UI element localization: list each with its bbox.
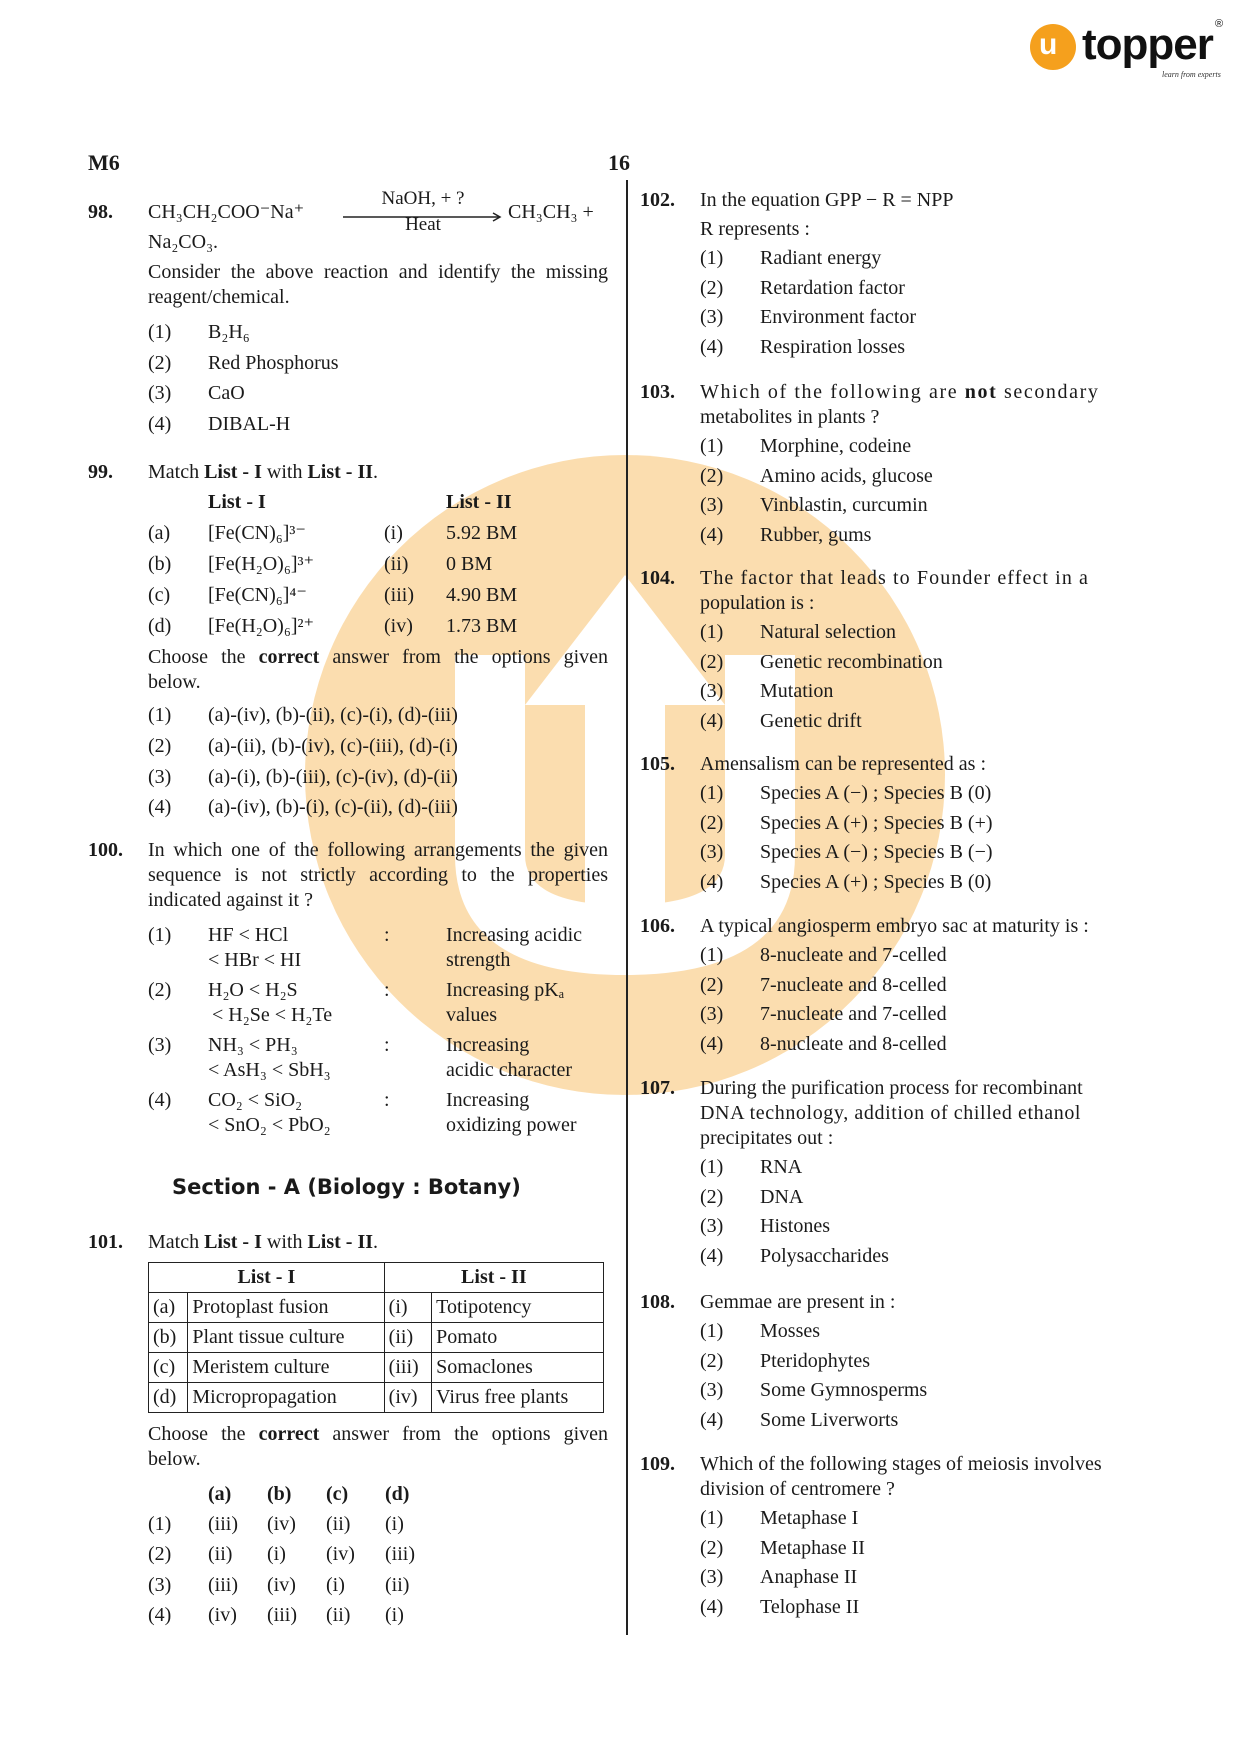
question-text: In the equation GPP − R = NPP [700, 189, 954, 211]
paper-code: M6 [88, 150, 120, 175]
option-3[interactable]: (3) (iii) (iv) (i) (ii) [148, 1574, 410, 1596]
question-text: population is : [700, 592, 815, 614]
question-text: R represents : [700, 218, 810, 240]
option-1[interactable]: (1) HF < HCl < HBr < HI : Increasing acidic strength [148, 924, 583, 971]
question-text: metabolites in plants ? [700, 406, 880, 428]
question-106: 106. A typical angiosperm embryo sac at maturity is : (1) 8-nucleate and 7-celled (2) 7-nucleate and 8-celled (3) 7-nucleate and 7-celled (4) 8-nucleate and 8-celled [640, 915, 1089, 1055]
question-text: In which one of the following arrangements the given sequence is not strictly according to the properties indicated against it ? [148, 839, 608, 911]
list-2-header: List - II [446, 491, 512, 513]
page-number: 16 [608, 150, 630, 175]
question-text: division of centromere ? [700, 1478, 895, 1500]
question-107: 107. During the purification process for recombinant DNA technology, addition of chilled ethanol precipitates out : (1) RNA (2) DNA (3) Histones (4) Polysaccharides [640, 1077, 1083, 1267]
brand-name: topper [1082, 20, 1213, 69]
question-text: The factor that leads to Founder effect in a [700, 567, 1090, 589]
option-4[interactable]: (4) CO₂ < SiO₂ < SnO₂ < PbO₂ : Increasing oxidizing power [148, 1089, 577, 1136]
option-2[interactable]: (2) (ii) (i) (iv) (iii) [148, 1543, 415, 1565]
reaction-product-2: Na₂CO₃. [148, 231, 219, 253]
question-text: precipitates out : [700, 1127, 834, 1149]
match-row: (a) [Fe(CN)₆]³⁻ (i) 5.92 BM [148, 522, 518, 544]
question-text: DNA technology, addition of chilled ethanol [700, 1102, 1082, 1124]
reaction-reactant: CH₃CH₂COO⁻Na⁺ [148, 201, 305, 223]
choose-instruction: Choose the correct answer from the options given below. [148, 646, 609, 693]
question-109: 109. Which of the following stages of meiosis involves division of centromere ? (1) Metaphase I (2) Metaphase II (3) Anaphase II (4) Telophase II [640, 1453, 1102, 1618]
question-number: 99. [88, 461, 113, 483]
question-103: 103. Which of the following are not secondary metabolites in plants ? (1) Morphine, codeine (2) Amino acids, glucose (3) Vinblastin, curcumin (4) Rubber, gums [640, 381, 1100, 546]
logo-u-icon: u [1030, 24, 1076, 70]
reaction-arrow-bottom: Heat [405, 214, 441, 235]
table-row: (b) Plant tissue culture (ii) Pomato [149, 1323, 604, 1353]
question-number: 101. [88, 1231, 123, 1253]
reaction-product: CH₃CH₃ + [508, 201, 594, 223]
question-text: Which of the following stages of meiosis involves [700, 1453, 1102, 1475]
answer-header: (a) (b) (c) (d) [208, 1483, 410, 1505]
question-text: Match List - I with List - II. [148, 1231, 379, 1253]
option-3[interactable]: (3) NH₃ < PH₃ < AsH₃ < SbH₃ : Increasing acidic character [148, 1034, 573, 1081]
question-text: During the purification process for recombinant [700, 1077, 1083, 1099]
question-text: Which of the following are not secondary [700, 381, 1100, 403]
option-1[interactable]: (1) (iii) (iv) (ii) (i) [148, 1513, 404, 1535]
question-102: 102. In the equation GPP − R = NPP R represents : (1) Radiant energy (2) Retardation factor (3) Environment factor (4) Respiration losses [640, 189, 954, 358]
question-105: 105. Amensalism can be represented as : (1) Species A (−) ; Species B (0) (2) Species A (+) ; Species B (+) (3) Species A (−) ; Species B (−) (4) Species A (+) ; Species B (0) [640, 753, 993, 893]
question-number: 100. [88, 839, 123, 861]
match-row: (d) [Fe(H₂O)₆]²⁺ (iv) 1.73 BM [148, 615, 518, 637]
question-108: 108. Gemmae are present in : (1) Mosses (2) Pteridophytes (3) Some Gymnosperms (4) Some Liverworts [640, 1291, 928, 1431]
question-text: Match List - I with List - II. [148, 461, 379, 483]
section-heading: Section - A (Biology : Botany) [172, 1175, 521, 1199]
match-row: (b) [Fe(H₂O)₆]³⁺ (ii) 0 BM [148, 553, 493, 575]
match-row: (c) [Fe(CN)₆]⁴⁻ (iii) 4.90 BM [148, 584, 518, 606]
question-text: Amensalism can be represented as : [700, 753, 987, 775]
brand-logo [1030, 18, 1230, 78]
list-2-header: List - II [384, 1263, 603, 1293]
option-2[interactable]: (2) H₂O < H₂S < H₂Se < H₂Te : Increasing pKₐ values [148, 979, 565, 1026]
brand-tagline: learn from experts [1162, 70, 1221, 79]
question-104: 104. The factor that leads to Founder effect in a population is : (1) Natural selection (2) Genetic recombination (3) Mutation (4) Genetic drift [640, 567, 1090, 732]
reaction-arrow-top: NaOH, + ? [381, 188, 465, 209]
option-4[interactable]: (4) (iv) (iii) (ii) (i) [148, 1604, 404, 1626]
column-divider [626, 180, 628, 1635]
table-row: (a) Protoplast fusion (i) Totipotency [149, 1293, 604, 1323]
choose-instruction: Choose the correct answer from the options given below. [148, 1423, 609, 1470]
table-row: (d) Micropropagation (iv) Virus free plants [149, 1383, 604, 1413]
question-text: Consider the above reaction and identify the missing reagent/chemical. [148, 261, 608, 308]
question-number: 98. [88, 201, 113, 223]
question-text: A typical angiosperm embryo sac at maturity is : [700, 915, 1089, 937]
registered-mark: ® [1215, 18, 1224, 30]
list-1-header: List - I [149, 1263, 385, 1293]
list-1-header: List - I [208, 491, 266, 513]
table-row: (c) Meristem culture (iii) Somaclones [149, 1353, 604, 1383]
question-text: Gemmae are present in : [700, 1291, 896, 1313]
match-table [148, 1262, 604, 1413]
